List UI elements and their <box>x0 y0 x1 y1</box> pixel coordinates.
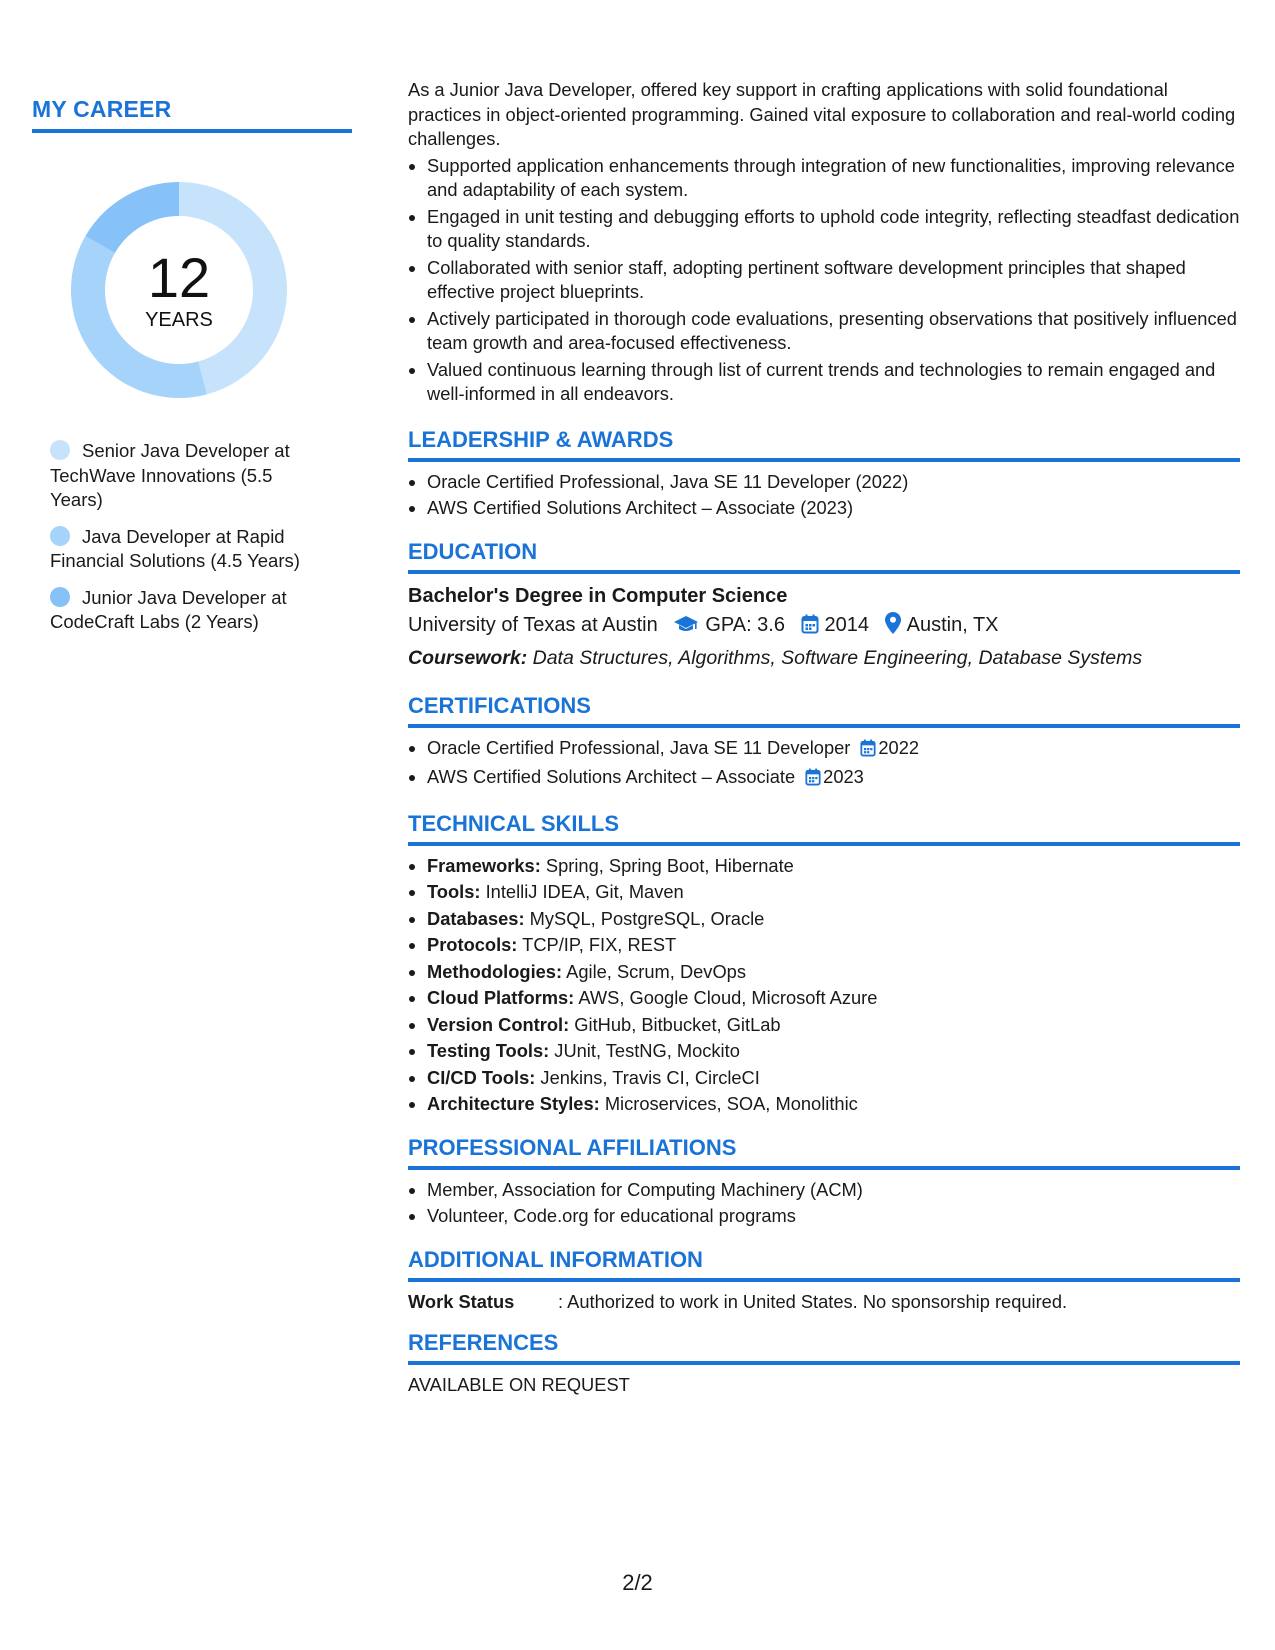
page-number: 2/2 <box>622 1570 653 1595</box>
calendar-icon <box>801 613 819 643</box>
affiliation-item: • Volunteer, Code.org for educational programs <box>427 1204 1240 1229</box>
school-name: University of Texas at Austin <box>408 613 658 636</box>
skill-label: CI/CD Tools: <box>427 1066 536 1088</box>
skill-value: JUnit, TestNG, Mockito <box>554 1040 740 1061</box>
total-years: 12 <box>147 245 211 309</box>
skill-item <box>427 880 1240 905</box>
certification-item <box>427 736 1240 764</box>
skills-heading: TECHNICAL SKILLS <box>408 809 1240 846</box>
skill-label: Tools: <box>427 881 481 902</box>
career-sidebar <box>32 96 352 647</box>
legend-dot <box>50 526 70 546</box>
certification-name: AWS Certified Solutions Architect – Associate <box>427 766 796 787</box>
certification-item <box>427 765 1240 793</box>
legend-item <box>50 439 320 513</box>
skill-label: Frameworks: <box>427 854 541 876</box>
location-pin-icon <box>885 612 901 643</box>
leadership-item: • Oracle Certified Professional, Java SE 11 Developer (2022) <box>427 470 1240 495</box>
legend-dot <box>50 440 70 460</box>
experience-bullet: • Engaged in unit testing and debugging efforts to uphold code integrity, reflecting steadfast dedication to quality standards. <box>427 205 1240 254</box>
skill-item <box>427 1066 1240 1091</box>
leadership-list <box>408 470 1240 521</box>
skill-label: Methodologies: <box>427 960 563 982</box>
leadership-item: • AWS Certified Solutions Architect – Associate (2023) <box>427 496 1240 521</box>
skill-label: Testing Tools: <box>427 1040 550 1061</box>
skills-list <box>408 854 1240 1117</box>
coursework-list: Data Structures, Algorithms, Software Engineering, Database Systems <box>532 646 1143 669</box>
experience-bullet: • Valued continuous learning through list of current trends and technologies to remain engaged and well-informed in all endeavors. <box>427 358 1240 407</box>
leadership-heading: LEADERSHIP & AWARDS <box>408 425 1240 462</box>
skill-value: IntelliJ IDEA, Git, Maven <box>485 881 684 902</box>
legend-item <box>50 586 320 635</box>
legend-item <box>50 525 320 574</box>
experience-summary: As a Junior Java Developer, offered key support in crafting applications with solid foundational practices in object-oriented programming. Gained vital exposure to collaboration and real-world coding challenges. <box>408 79 1236 149</box>
skill-item <box>427 1092 1240 1117</box>
experience-bullet: • Supported application enhancements through integration of new functionalities, improving relevance and adaptability of each system. <box>427 154 1240 203</box>
affiliations-list <box>408 1178 1240 1229</box>
legend-label: Java Developer at Rapid Financial Solutions (4.5 Years) <box>50 525 300 571</box>
certifications-heading: CERTIFICATIONS <box>408 691 1240 728</box>
skill-label: Cloud Platforms: <box>427 987 575 1008</box>
skill-value: GitHub, Bitbucket, GitLab <box>574 1013 781 1035</box>
career-legend <box>50 439 320 635</box>
experience-bullet: • Collaborated with senior staff, adopting pertinent software development principles that shaped effective project blueprints. <box>427 256 1240 305</box>
certification-year: 2023 <box>823 766 864 787</box>
skill-value: Microservices, SOA, Monolithic <box>604 1093 858 1114</box>
affiliation-item: • Member, Association for Computing Machinery (ACM) <box>427 1178 1240 1203</box>
skill-item <box>427 1039 1240 1064</box>
legend-dot <box>50 587 70 607</box>
coursework-label: Coursework: <box>408 646 528 669</box>
calendar-icon <box>805 768 821 793</box>
legend-label: Senior Java Developer at TechWave Innovations (5.5 Years) <box>50 440 290 510</box>
donut-center <box>64 175 294 405</box>
references-heading: REFERENCES <box>408 1328 1240 1365</box>
skill-item <box>427 960 1240 985</box>
skill-value: Spring, Spring Boot, Hibernate <box>545 854 794 876</box>
skill-item <box>427 907 1240 932</box>
certification-year: 2022 <box>878 736 920 758</box>
career-title: MY CAREER <box>32 96 352 133</box>
years-unit: YEARS <box>145 308 213 331</box>
skill-value: TCP/IP, FIX, REST <box>522 934 677 955</box>
work-status-label: Work Status <box>408 1290 515 1312</box>
coursework <box>408 643 1240 673</box>
skill-value: Agile, Scrum, DevOps <box>566 960 746 982</box>
skill-item <box>427 1013 1240 1038</box>
certification-name: Oracle Certified Professional, Java SE 11 Developer <box>427 736 851 758</box>
experience-bullet: • Actively participated in thorough code evaluations, presenting observations that positively influenced team growth and area-focused effectiveness. <box>427 307 1240 356</box>
additional-heading: ADDITIONAL INFORMATION <box>408 1245 1240 1282</box>
degree-title: Bachelor's Degree in Computer Science <box>408 584 788 607</box>
experience-bullets <box>408 154 1240 407</box>
work-status <box>408 1290 1240 1315</box>
affiliations-heading: PROFESSIONAL AFFILIATIONS <box>408 1133 1240 1170</box>
work-status-value: : Authorized to work in United States. No sponsorship required. <box>558 1290 1068 1312</box>
graduation-year: 2014 <box>824 613 870 636</box>
references-text: AVAILABLE ON REQUEST <box>408 1374 630 1395</box>
school-location: Austin, TX <box>906 613 999 636</box>
skill-item <box>427 933 1240 958</box>
graduation-cap-icon <box>673 613 699 643</box>
education-heading: EDUCATION <box>408 537 1240 574</box>
certifications-list <box>408 736 1240 793</box>
skill-value: MySQL, PostgreSQL, Oracle <box>529 907 765 929</box>
skill-label: Version Control: <box>427 1013 570 1035</box>
calendar-icon <box>860 739 876 764</box>
main-column <box>408 78 1240 1398</box>
skill-label: Databases: <box>427 907 525 929</box>
skill-item <box>427 986 1240 1011</box>
skill-label: Protocols: <box>427 934 518 955</box>
education-details <box>408 610 1240 643</box>
skill-value: AWS, Google Cloud, Microsoft Azure <box>578 987 878 1008</box>
gpa: GPA: 3.6 <box>705 613 785 636</box>
skill-item <box>427 854 1240 879</box>
skill-value: Jenkins, Travis CI, CircleCI <box>540 1066 760 1088</box>
career-donut-chart <box>64 175 294 405</box>
legend-label: Junior Java Developer at CodeCraft Labs (2 Years) <box>50 586 287 632</box>
skill-label: Architecture Styles: <box>427 1093 600 1114</box>
